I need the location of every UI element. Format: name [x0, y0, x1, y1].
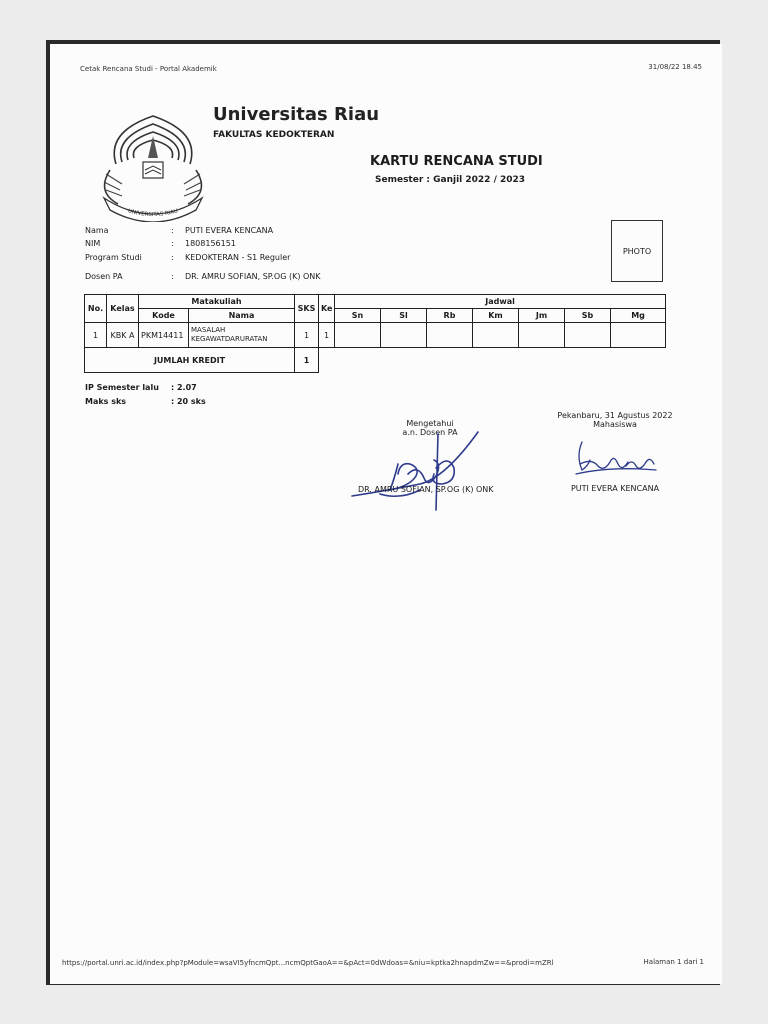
- col-day: Mg: [611, 309, 666, 323]
- col-day: Sl: [381, 309, 427, 323]
- info-row-program: Program Studi : KEDOKTERAN - S1 Reguler: [85, 253, 291, 262]
- info-label: NIM: [85, 239, 101, 248]
- cell-day: [473, 323, 519, 348]
- col-jadwal: Jadwal: [335, 295, 666, 309]
- document-title: KARTU RENCANA STUDI: [370, 154, 543, 169]
- info-row-name: Nama : PUTI EVERA KENCANA: [85, 226, 274, 235]
- col-kelas: Kelas: [107, 295, 139, 323]
- info-row-nim: NIM : 1808156151: [85, 239, 236, 248]
- table-row: [85, 323, 666, 348]
- svg-text:UNIVERSITAS RIAU: [127, 208, 178, 218]
- course-table: [84, 294, 666, 373]
- cell-nama-line2: KEGAWATDARURATAN: [191, 335, 268, 343]
- cell-nama: [189, 323, 295, 348]
- summary-max-sks: [85, 397, 206, 406]
- info-label: Nama: [85, 226, 109, 235]
- summary-label: Maks sks: [85, 397, 127, 406]
- cell-day: [611, 323, 666, 348]
- col-day: Rb: [427, 309, 473, 323]
- info-value: 1808156151: [185, 239, 236, 248]
- print-header-datetime: 31/08/22 18.45: [648, 63, 702, 71]
- summary-value: : 2.07: [171, 383, 197, 392]
- advisor-line1: Mengetahui: [406, 419, 454, 428]
- info-label: Program Studi: [85, 253, 142, 262]
- table-total-row: [85, 348, 666, 373]
- student-signature: [570, 436, 660, 480]
- col-sks: SKS: [295, 295, 319, 323]
- advisor-line2: a.n. Dosen PA: [402, 428, 458, 437]
- print-footer-url: https://portal.unri.ac.id/index.php?pModule=wsaVI5yfncmQpt...ncmQptGaoA==&pAct=0dWdoas=&niu=kptka2hnapdmZw==&prodi=mZRl: [62, 959, 554, 967]
- total-sks: 1: [295, 348, 319, 373]
- col-nama: Nama: [189, 309, 295, 323]
- table-subheader-row: [85, 309, 666, 323]
- table-header-row: [85, 295, 666, 309]
- print-header-title: Cetak Rencana Studi - Portal Akademik: [80, 65, 217, 73]
- total-label: JUMLAH KREDIT: [85, 348, 295, 373]
- cell-day: [427, 323, 473, 348]
- col-day: Km: [473, 309, 519, 323]
- cell-kode: PKM14411: [139, 323, 189, 348]
- info-value: PUTI EVERA KENCANA: [185, 226, 274, 235]
- photo-box: PHOTO: [611, 220, 663, 282]
- sign-place-date: Pekanbaru, 31 Agustus 2022: [557, 411, 673, 420]
- cell-day: [519, 323, 565, 348]
- cell-sks: 1: [295, 323, 319, 348]
- cell-nama-line1: MASALAH: [191, 326, 226, 334]
- cell-ke: 1: [319, 323, 335, 348]
- info-label: Dosen PA: [85, 272, 123, 281]
- col-day: Sb: [565, 309, 611, 323]
- col-day: Sn: [335, 309, 381, 323]
- summary-ip: [85, 383, 197, 392]
- col-day: Jm: [519, 309, 565, 323]
- university-name: Universitas Riau: [213, 104, 380, 125]
- col-ke: Ke: [319, 295, 335, 323]
- summary-label: IP Semester lalu: [85, 383, 159, 392]
- cell-day: [381, 323, 427, 348]
- info-row-advisor: Dosen PA : DR. AMRU SOFIAN, SP.OG (K) ONK: [85, 272, 321, 281]
- info-value: DR. AMRU SOFIAN, SP.OG (K) ONK: [185, 272, 321, 281]
- cell-day: [335, 323, 381, 348]
- faculty-name: FAKULTAS KEDOKTERAN: [213, 130, 335, 140]
- info-value: KEDOKTERAN - S1 Reguler: [185, 253, 291, 262]
- university-seal-logo: [86, 102, 220, 222]
- cell-day: [565, 323, 611, 348]
- col-matakuliah: Matakuliah: [139, 295, 295, 309]
- semester-label: Semester : Ganjil 2022 / 2023: [375, 175, 526, 185]
- advisor-name: DR. AMRU SOFIAN, SP.OG (K) ONK: [358, 485, 494, 494]
- student-name: PUTI EVERA KENCANA: [570, 484, 660, 493]
- student-sign-header: [545, 411, 685, 429]
- cell-kelas: KBK A: [107, 323, 139, 348]
- total-filler: [319, 348, 666, 373]
- col-kode: Kode: [139, 309, 189, 323]
- summary-value: : 20 sks: [171, 397, 206, 406]
- cell-no: 1: [85, 323, 107, 348]
- printed-page: [50, 44, 722, 984]
- print-footer-page: Halaman 1 dari 1: [643, 958, 704, 966]
- advisor-signature: [350, 424, 490, 514]
- sign-role: Mahasiswa: [593, 420, 637, 429]
- logo-banner-text: UNIVERSITAS RIAU: [127, 208, 179, 219]
- col-no: No.: [85, 295, 107, 323]
